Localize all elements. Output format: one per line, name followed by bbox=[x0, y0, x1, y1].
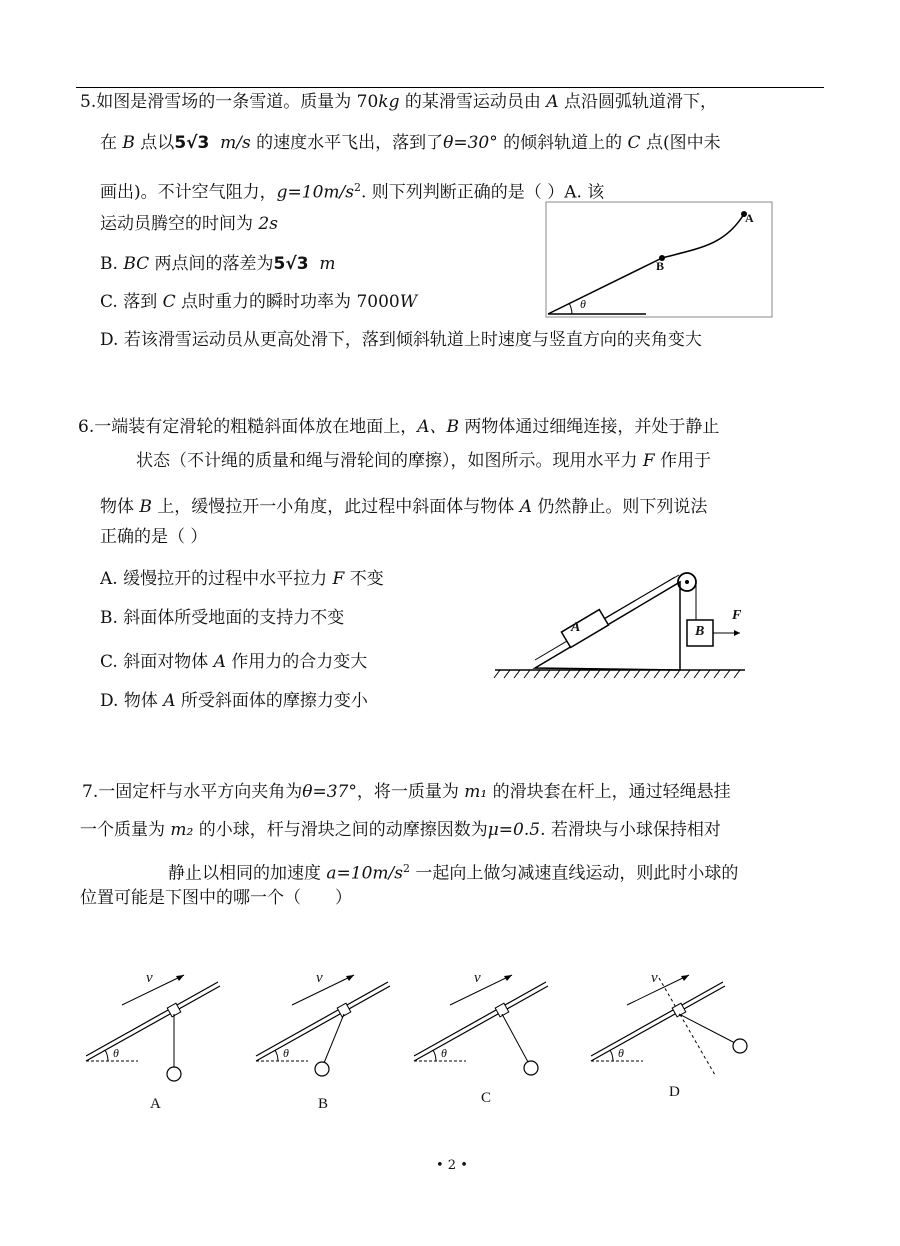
q7-panel-a-theta-label: θ bbox=[113, 1046, 119, 1060]
q7-figure-panel-b bbox=[250, 970, 400, 1085]
q7-panel-d-velocity-label: v bbox=[651, 970, 658, 986]
q7-line-4: 位置可能是下图中的哪一个（ ） bbox=[80, 888, 352, 908]
q6-incline-pulley-figure bbox=[490, 560, 750, 685]
q6-option-a: A. 缓慢拉开的过程中水平拉力 F 不变 bbox=[100, 569, 384, 589]
q6-rope-a bbox=[605, 575, 679, 618]
q6-force-arrowhead bbox=[734, 630, 740, 636]
q7-panel-a-caption: A bbox=[150, 1096, 161, 1112]
q7-figure-panel-c bbox=[408, 970, 558, 1085]
top-rule bbox=[76, 87, 824, 88]
q5-line-3: 画出)。不计空气阻力，$g=10m/s^2$. 则下列判断正确的是（ ）A. 该 bbox=[100, 181, 605, 203]
q5-angle-arc bbox=[569, 303, 572, 314]
q6-figure-label-b: B bbox=[695, 624, 705, 639]
q7-panel-c-theta-label: θ bbox=[441, 1046, 447, 1060]
q6-pulley-axle bbox=[685, 580, 689, 584]
page-number: • 2 • bbox=[436, 1158, 468, 1173]
q5-figure-label-a: A bbox=[745, 211, 754, 225]
q6-ground-hatching bbox=[494, 670, 740, 678]
q7-panel-b-theta-label: θ bbox=[283, 1046, 289, 1060]
q7-figure-panel-a bbox=[80, 970, 230, 1085]
q6-option-b: B. 斜面体所受地面的支持力不变 bbox=[100, 608, 345, 628]
q5-option-c: C. 落到 C 点时重力的瞬时功率为 7000W bbox=[100, 292, 418, 312]
q6-figure-label-a: A bbox=[571, 620, 581, 635]
q7-figure-panel-d bbox=[585, 970, 760, 1085]
q5-figure-label-b: B bbox=[656, 259, 665, 273]
q5-line-4: 运动员腾空的时间为 2s bbox=[100, 214, 278, 234]
q5-incline bbox=[548, 258, 665, 314]
q5-arc-track bbox=[662, 214, 744, 258]
q7-panel-b-caption: B bbox=[318, 1096, 329, 1112]
q7-line-3: 静止以相同的加速度 $a=10m/s^2$ 一起向上做匀减速直线运动，则此时小球的 bbox=[168, 862, 739, 884]
q5-line-2: 在 B 点以5√3 m/s 的速度水平飞出，落到了θ=30° 的倾斜轨道上的 C 点(图中未 bbox=[100, 133, 721, 153]
q5-figure-label-theta: θ bbox=[580, 297, 586, 311]
q7-panel-b-velocity-label: v bbox=[316, 970, 323, 986]
q6-line-4: 正确的是（ ） bbox=[100, 527, 208, 547]
q6-line-2: 状态（不计绳的质量和绳与滑轮间的摩擦），如图所示。现用水平力 F 作用于 bbox=[136, 451, 712, 471]
q6-option-c: C. 斜面对物体 A 作用力的合力变大 bbox=[100, 652, 368, 672]
q7-panel-d-theta-label: θ bbox=[618, 1046, 624, 1060]
q7-panel-d-caption: D bbox=[669, 1084, 680, 1100]
q6-figure-label-f: F bbox=[732, 608, 742, 623]
q6-line-3: 物体 B 上，缓慢拉开一小角度，此过程中斜面体与物体 A 仍然静止。则下列说法 bbox=[100, 497, 708, 517]
q6-block-a bbox=[561, 610, 608, 648]
q6-line-1: 6.一端装有定滑轮的粗糙斜面体放在地面上，A、B 两物体通过细绳连接，并处于静止 bbox=[78, 417, 720, 437]
q7-line-2: 一个质量为 m₂ 的小球，杆与滑块之间的动摩擦因数为μ=0.5. 若滑块与小球保持相对 bbox=[80, 820, 721, 840]
q7-panel-c-caption: C bbox=[481, 1090, 492, 1106]
q7-panel-c-velocity-label: v bbox=[474, 970, 481, 986]
q7-line-1: 7.一固定杆与水平方向夹角为θ=37°，将一质量为 m₁ 的滑块套在杆上，通过轻绳悬挂 bbox=[82, 782, 731, 802]
q5-option-d: D. 若该滑雪运动员从更高处滑下，落到倾斜轨道上时速度与竖直方向的夹角变大 bbox=[100, 330, 702, 350]
q6-option-d: D. 物体 A 所受斜面体的摩擦力变小 bbox=[100, 691, 368, 711]
q5-option-b: B. BC 两点间的落差为5√3 m bbox=[100, 254, 336, 274]
q7-panel-a-velocity-label: v bbox=[146, 970, 153, 986]
q5-line-1: 5.如图是滑雪场的一条雪道。质量为 70kg 的某滑雪运动员由 A 点沿圆弧轨道滑下， bbox=[80, 92, 717, 112]
